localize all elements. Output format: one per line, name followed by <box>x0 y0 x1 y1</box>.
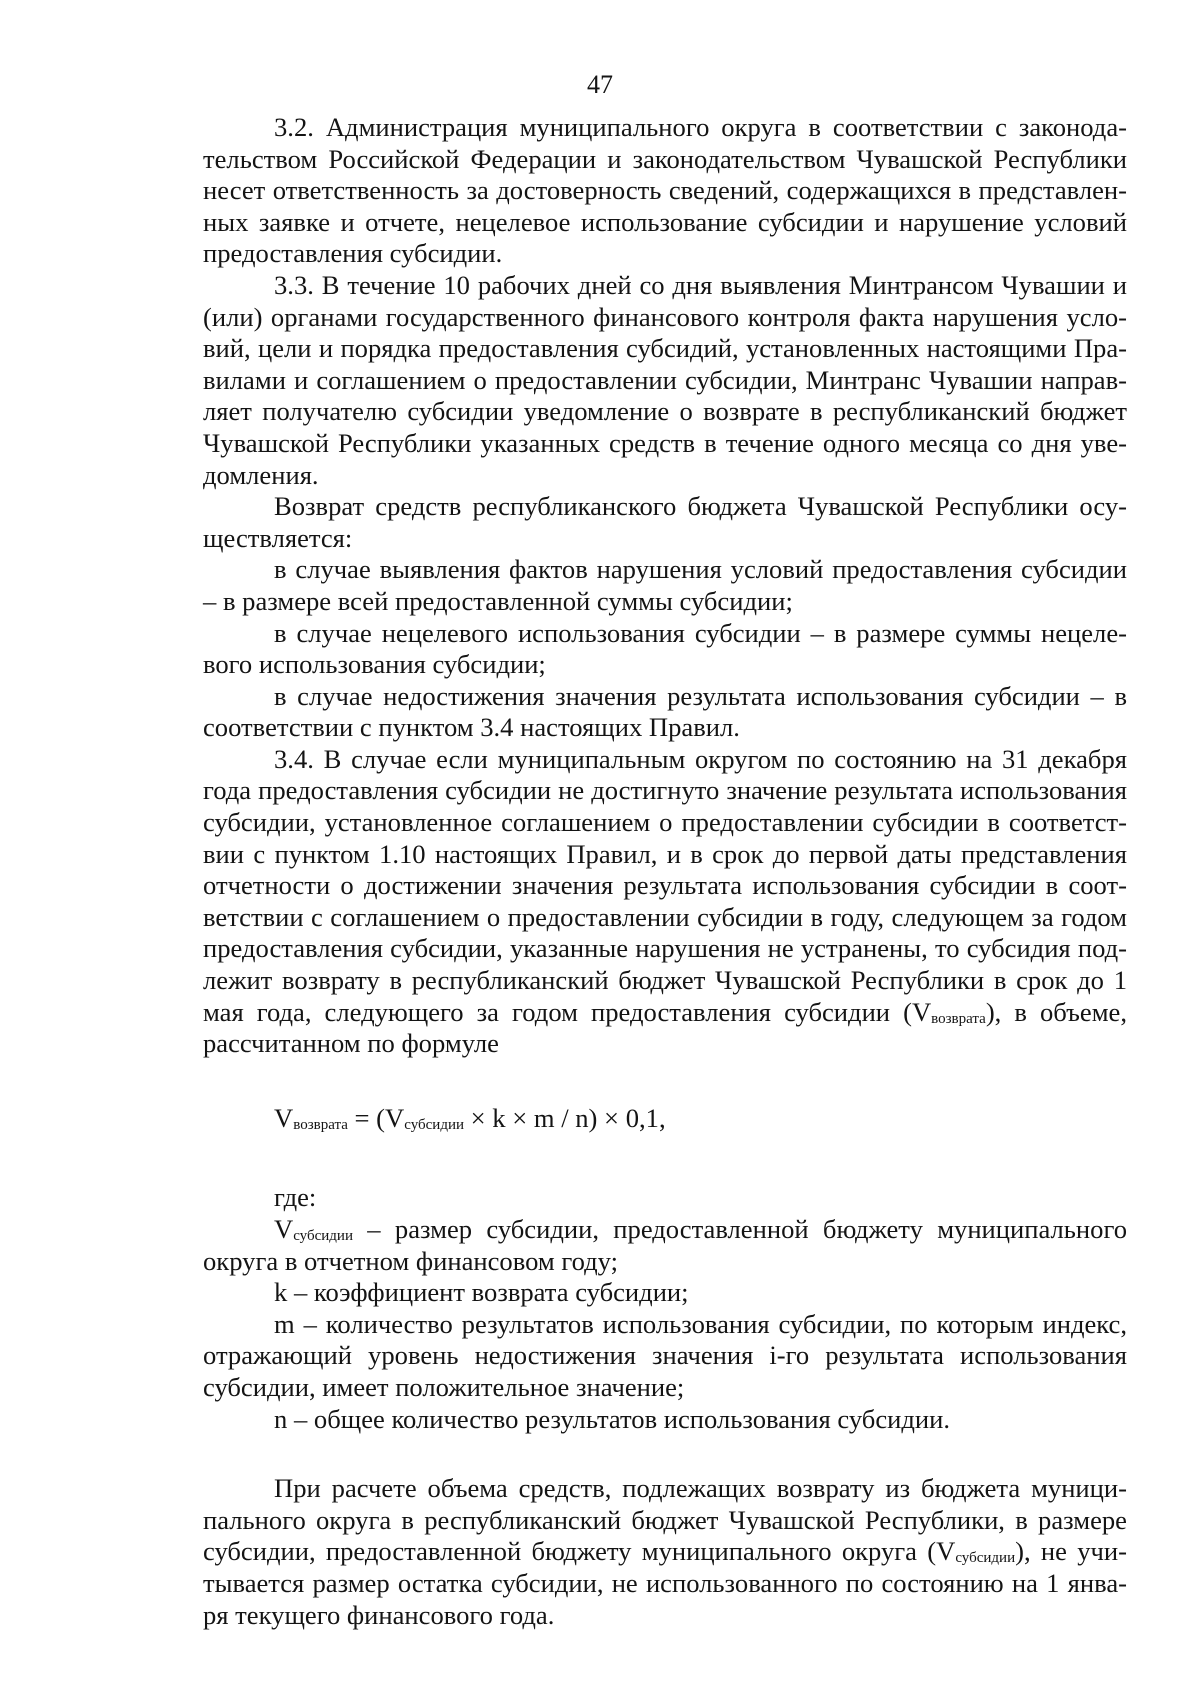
page-number: 47 <box>587 70 613 99</box>
formula-sub1: возврата <box>293 1116 348 1133</box>
definition-v <box>203 1214 1127 1277</box>
formula-rest: × k × m / n) × 0,1, <box>464 1102 666 1133</box>
paragraph-refund-intro: Возврат средств республиканского бюджета Чувашской Республики осуществляется: <box>203 491 1127 553</box>
formula-v1: V <box>274 1102 294 1133</box>
definition-k: k – коэффициент возврата субсидии; <box>274 1277 689 1308</box>
definition-m: m – количество результатов использования субсидии, по которым индекс, отражающий уровень недостижения значения i-го результата использования субсидии, имеет положительное значение; <box>203 1308 1127 1402</box>
calculation-note-text: При расчете объема средств, подлежащих возврату из бюджета муниципального округа в республиканский бюджет Чувашской Республики, в размере субсидии, предоставленной бюджету муниципального округа (V <box>203 1473 1127 1567</box>
calculation-note-subscript: субсидии <box>955 1550 1016 1567</box>
calculation-note-tail: ), не учитывается размер остатка субсидии, не использованного по состоянию на 1 января текущего финансового года. <box>203 1536 1127 1630</box>
where-label: где: <box>274 1182 317 1213</box>
paragraph-refund-case-result: в случае недостижения значения результата использования субсидии – в соответствии с пунктом 3.4 настоящих Правил. <box>203 680 1127 743</box>
paragraph-refund-case-misuse: в случае нецелевого использования субсидии – в размере суммы нецелевого использования субсидии; <box>203 617 1127 680</box>
formula-mid: = (V <box>347 1102 405 1133</box>
paragraph-3-2: 3.2. Администрация муниципального округа в соответствии с законодательством Российской Федерации и законодательством Чувашской Республики несет ответственность за достоверность сведений, содержащихся в представленных заявке и отчете, нецелевое использование субсидии и нарушение условий предоставления субсидии. <box>203 112 1127 269</box>
formula-sub2: субсидии <box>404 1116 464 1133</box>
paragraph-calculation-note <box>203 1473 1127 1631</box>
paragraph-3-3: 3.3. В течение 10 рабочих дней со дня выявления Минтрансом Чувашии и (или) органами государственного финансового контроля факта нарушения условий, цели и порядка предоставления субсидий, установленных настоящими Правилами и соглашением о предоставлении субсидии, Минтранс Чувашии направляет получателю субсидии уведомление о возврате в республиканский бюджет Чувашской Республики указанных средств в течение одного месяца со дня уведомления. <box>203 269 1127 490</box>
definition-v-text: – размер субсидии, предоставленной бюджету муниципального округа в отчетном финансовом году; <box>203 1214 1127 1276</box>
document-body <box>203 112 1127 1631</box>
paragraph-3-4-tail: ), в объеме, рассчитанном по формуле <box>203 996 1127 1059</box>
paragraph-refund-case-violation: в случае выявления фактов нарушения условий предоставления субсидии – в размере всей предоставленной суммы субсидии; <box>203 554 1127 616</box>
definition-n: n – общее количество результатов использования субсидии. <box>274 1403 950 1434</box>
paragraph-3-4-text: 3.4. В случае если муниципальным округом по состоянию на 31 декабря года предоставления субсидии не достигнуто значение результата использования субсидии, установленное соглашением о предоставлении субсидии в соответствии с пунктом 1.10 настоящих Правил, и в срок до первой даты представления отчетности о достижении значения результата использования субсидии в соответствии с соглашением о предоставлении субсидии в году, следующем за годом предоставления субсидии, указанные нарушения не устранены, то субсидия подлежит возврату в республиканский бюджет Чувашской Республики в срок до 1 мая года, следующего за годом предоставления субсидии (V <box>203 743 1127 1027</box>
paragraph-3-4-subscript: возврата <box>931 1010 986 1027</box>
paragraph-3-4 <box>203 744 1127 1060</box>
definition-v-subscript: субсидии <box>293 1228 353 1244</box>
formula <box>203 1103 1127 1135</box>
definition-v-symbol: V <box>274 1214 294 1244</box>
